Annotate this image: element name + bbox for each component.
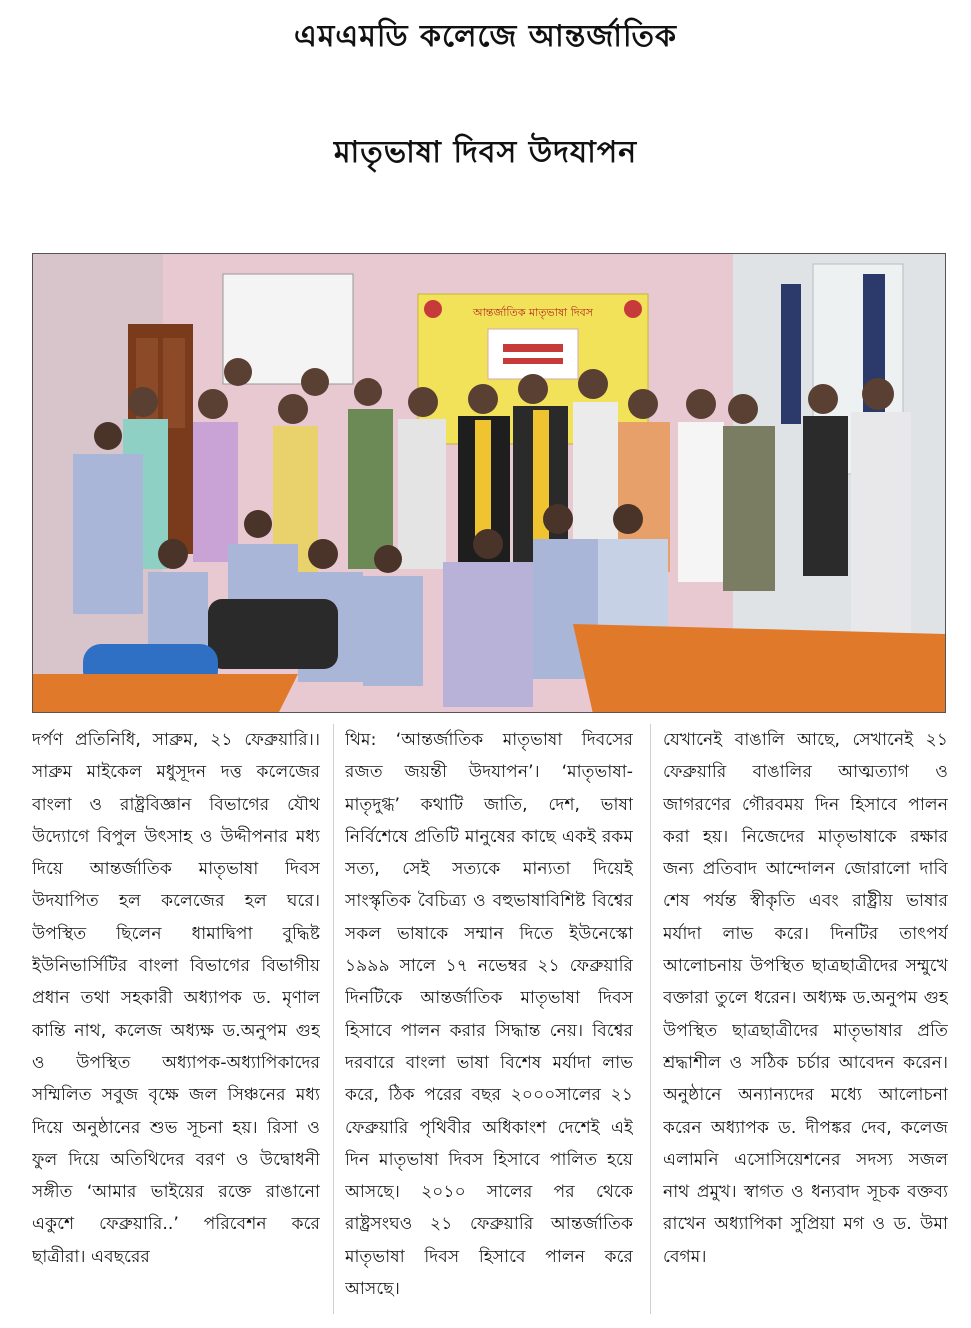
article-column-1: দর্পণ প্রতিনিধি, সাব্রুম, ২১ ফেব্রুয়ারি।। সাব্রুম মাইকেল মধুসূদন দত্ত কলেজের বাংলা ও রাষ্ট্রবিজ্ঞান বিভাগের যৌথ উদ্যোগে বিপুল উৎসাহ ও উদ্দীপনার মধ্য দিয়ে আন্তর্জাতিক মাতৃভাষা দিবস উদযাপিত হল কলেজের হল ঘরে। উপস্থিত ছিলেন ধামাদ্বিপা বুদ্ধিষ্ট ইউনিভার্সিটির বাংলা বিভাগের বিভাগীয় প্রধান তথা সহকারী অধ্যাপক ড. মৃণাল কান্তি নাথ, কলেজ অধ্যক্ষ ড.অনুপম গুহ ও উপস্থিত অধ্যাপক-অধ্যাপিকাদের সম্মিলিত সবুজ বৃক্ষে জল সিঞ্চনের মধ্য দিয়ে অনুষ্ঠানের শুভ সূচনা হয়। রিসা ও ফুল দিয়ে অতিথিদের বরণ ও উদ্বোধনী সঙ্গীত ‘আমার ভাইয়ের রক্তে রাঙানো একুশে ফেব্রুয়ারি..’ পরিবেশন করে ছাত্রীরা। এবছরের	[32, 730, 320, 1267]
table-left	[33, 674, 298, 713]
headline-line-1: এমএমডি কলেজে আন্তর্জাতিক	[293, 19, 678, 54]
article-column-3: যেখানেই বাঙালি আছে, সেখানেই ২১ ফেব্রুয়ারি বাঙালির আত্মত্যাগ ও জাগরণের গৌরবময় দিন হিসাবে পালন করা হয়। নিজেদের মাতৃভাষাকে রক্ষার জন্য প্রতিবাদ আন্দোলন জোরালো দাবি শেষ পর্যন্ত স্বীকৃতি এবং রাষ্ট্রীয় ভাষার মর্যাদা লাভ করে। দিনটির তাৎপর্য আলোচনায় উপস্থিত ছাত্রছাত্রীদের সম্মুখে বক্তারা তুলে ধরেন। অধ্যক্ষ ড.অনুপম গুহ উপস্থিত ছাত্রছাত্রীদের মাতৃভাষার প্রতি শ্রদ্ধাশীল ও সঠিক চর্চার আবেদন করেন। অনুষ্ঠানে অন্যান্যদের মধ্যে আলোচনা করেন অধ্যাপক ড. দীপঙ্কর দেব, কলেজ এলামনি এসোসিয়েশনের সদস্য সজল নাথ প্রমুখ। স্বাগত ও ধন্যবাদ সূচক বক্তব্য রাখেন অধ্যাপিকা সুপ্রিয়া মগ ও ড. উমা বেগম।	[663, 730, 948, 1267]
headline-line-2: মাতৃভাষা দিবস উদযাপন	[333, 135, 638, 170]
banner-title: আন্তর্জাতিক মাতৃভাষা দিবস	[472, 306, 594, 319]
article-column-2: থিম: ‘আন্তর্জাতিক মাতৃভাষা দিবসের রজত জয়ন্তী উদযাপন’। ‘মাতৃভাষা-মাতৃদুগ্ধ’ কথাটি জাতি, দেশ, ভাষা নির্বিশেষে প্রতিটি মানুষের কাছে একই রকম সত্য, সেই সত্যকে মান্যতা দিয়েই সাংস্কৃতিক বৈচিত্র্য ও বহুভাষাবিশিষ্ট বিশ্বের সকল ভাষাকে সম্মান দিতে ইউনেস্কো ১৯৯৯ সালে ১৭ নভেম্বর ২১ ফেব্রুয়ারি দিনটিকে আন্তর্জাতিক মাতৃভাষা দিবস হিসাবে পালন করার সিদ্ধান্ত নেয়। বিশ্বের দরবারে বাংলা ভাষা বিশেষ মর্যাদা লাভ করে, ঠিক পরের বছর ২০০০সালের ২১ ফেব্রুয়ারি পৃথিবীর অধিকাংশ দেশেই এই দিন মাতৃভাষা দিবস হিসাবে পালিত হয়ে আসছে। ২০১০ সালের পর থেকে রাষ্ট্রসংঘও ২১ ফেব্রুয়ারি আন্তর্জাতিক মাতৃভাষা দিবস হিসাবে পালন করে আসছে।	[345, 730, 633, 1300]
column-rule	[333, 724, 334, 1314]
group-photo	[32, 253, 946, 713]
table-right	[573, 624, 946, 713]
column-rule	[650, 724, 651, 1314]
bag	[208, 599, 338, 669]
